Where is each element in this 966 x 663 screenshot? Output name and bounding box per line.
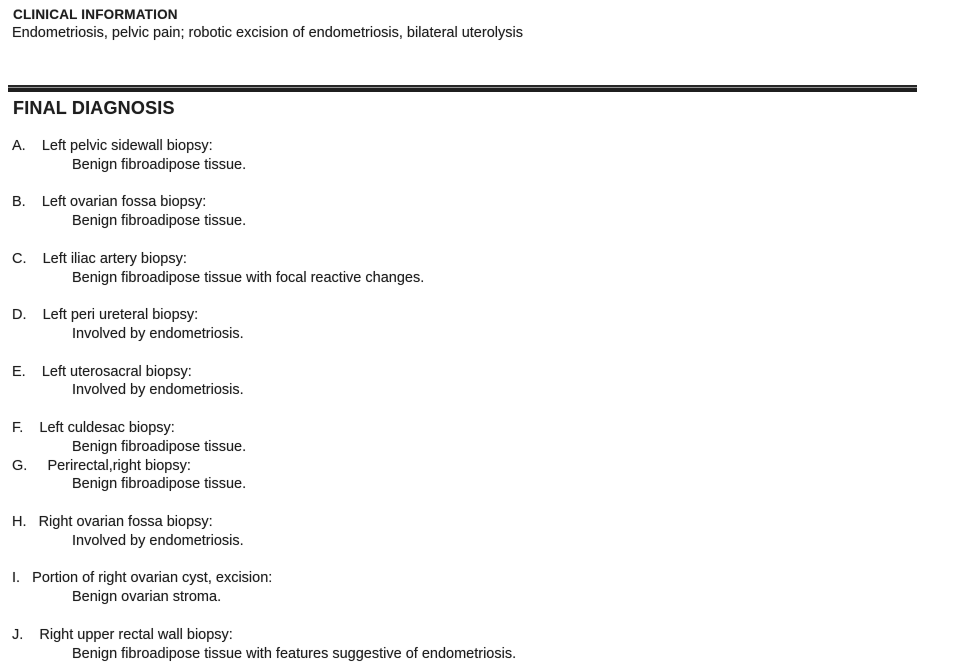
diagnosis-item-h [12,513,946,551]
diagnosis-item-f [12,419,946,457]
diagnosis-item-title: C. Left iliac artery biopsy: [12,250,187,267]
diagnosis-item-result: Benign ovarian stroma. [72,589,222,606]
diagnosis-item-c [12,250,946,288]
diagnosis-item-title: E. Left uterosacral biopsy: [12,363,192,380]
diagnosis-item-result: Involved by endometriosis. [72,532,244,549]
diagnosis-item-b [12,193,946,231]
diagnosis-item-i [12,569,946,607]
diagnosis-item-title: J. Right upper rectal wall biopsy: [12,626,233,643]
diagnosis-item-e [12,363,946,401]
diagnosis-item-result: Benign fibroadipose tissue with features suggestive of endometriosis. [72,645,517,662]
diagnosis-item-result: Benign fibroadipose tissue. [72,156,247,173]
diagnosis-item-title: F. Left culdesac biopsy: [12,419,175,436]
diagnosis-item-result: Involved by endometriosis. [72,382,244,399]
diagnosis-item-result: Benign fibroadipose tissue with focal reactive changes. [72,269,425,286]
diagnosis-item-title: H. Right ovarian fossa biopsy: [12,513,213,530]
diagnosis-item-title: A. Left pelvic sidewall biopsy: [12,138,213,154]
diagnosis-item-g [12,457,946,495]
final-diagnosis-heading: FINAL DIAGNOSIS [13,98,175,118]
diagnosis-item-result: Benign fibroadipose tissue. [72,438,247,455]
section-divider-rule [8,85,917,92]
diagnosis-item-j [12,626,946,663]
diagnosis-item-title: G. Perirectal,right biopsy: [12,457,191,474]
clinical-information-heading: CLINICAL INFORMATION [13,7,178,22]
diagnosis-item-result: Benign fibroadipose tissue. [72,213,247,230]
clinical-information-text: Endometriosis, pelvic pain; robotic excision of endometriosis, bilateral uterolysis [12,25,523,41]
diagnosis-item-d [12,306,946,344]
diagnosis-item-a [12,137,946,175]
diagnosis-item-title: I. Portion of right ovarian cyst, excision: [12,570,273,587]
diagnosis-item-title: D. Left peri ureteral biopsy: [12,307,199,324]
diagnosis-list [12,137,946,663]
diagnosis-item-result: Involved by endometriosis. [72,325,244,342]
diagnosis-item-result: Benign fibroadipose tissue. [72,476,247,493]
diagnosis-item-title: B. Left ovarian fossa biopsy: [12,194,207,211]
